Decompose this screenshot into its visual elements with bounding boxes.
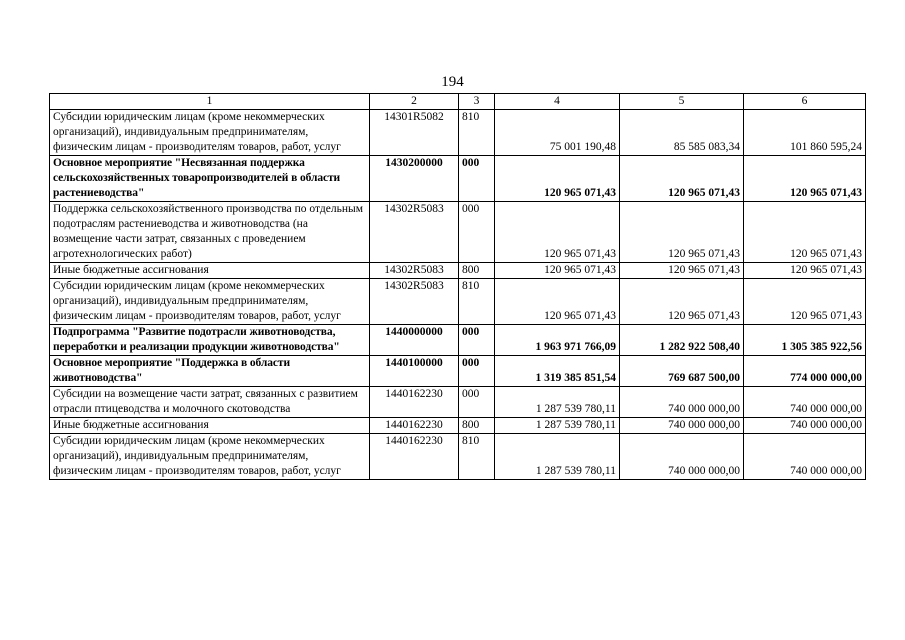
row-amount-col6: 1 305 385 922,56 <box>744 325 866 356</box>
row-code: 14301R5082 <box>370 110 459 156</box>
row-code: 14302R5083 <box>370 263 459 279</box>
row-expense-type: 000 <box>459 356 495 387</box>
row-expense-type: 000 <box>459 325 495 356</box>
row-amount-col5: 120 965 071,43 <box>620 156 744 202</box>
row-name: Иные бюджетные ассигнования <box>50 263 370 279</box>
table-row <box>50 325 866 356</box>
row-expense-type: 810 <box>459 434 495 480</box>
row-amount-col5: 769 687 500,00 <box>620 356 744 387</box>
row-amount-col5: 120 965 071,43 <box>620 263 744 279</box>
row-expense-type: 810 <box>459 110 495 156</box>
row-code: 14302R5083 <box>370 279 459 325</box>
row-amount-col4: 1 963 971 766,09 <box>495 325 620 356</box>
row-amount-col4: 120 965 071,43 <box>495 279 620 325</box>
row-expense-type: 000 <box>459 202 495 263</box>
column-header-2: 2 <box>370 94 459 110</box>
row-amount-col5: 740 000 000,00 <box>620 418 744 434</box>
row-code: 1440162230 <box>370 418 459 434</box>
row-name: Субсидии юридическим лицам (кроме некоммерческих организаций), индивидуальным предпринимателям, физическим лицам - производителям товаров, работ, услуг <box>50 434 370 480</box>
row-expense-type: 000 <box>459 156 495 202</box>
row-code: 14302R5083 <box>370 202 459 263</box>
table-row <box>50 263 866 279</box>
row-code: 1440100000 <box>370 356 459 387</box>
row-name: Подпрограмма "Развитие подотрасли животноводства, переработки и реализации продукции животноводства" <box>50 325 370 356</box>
table-row <box>50 156 866 202</box>
row-amount-col6: 740 000 000,00 <box>744 434 866 480</box>
row-amount-col5: 740 000 000,00 <box>620 387 744 418</box>
row-expense-type: 000 <box>459 387 495 418</box>
row-name: Иные бюджетные ассигнования <box>50 418 370 434</box>
row-amount-col4: 1 319 385 851,54 <box>495 356 620 387</box>
column-header-1: 1 <box>50 94 370 110</box>
table-row <box>50 202 866 263</box>
row-amount-col6: 740 000 000,00 <box>744 387 866 418</box>
row-amount-col5: 1 282 922 508,40 <box>620 325 744 356</box>
row-amount-col5: 740 000 000,00 <box>620 434 744 480</box>
row-name: Основное мероприятие "Несвязанная поддержка сельскохозяйственных товаропроизводителей в области растениеводства" <box>50 156 370 202</box>
row-amount-col6: 101 860 595,24 <box>744 110 866 156</box>
row-code: 1440162230 <box>370 434 459 480</box>
row-amount-col6: 774 000 000,00 <box>744 356 866 387</box>
row-code: 1440000000 <box>370 325 459 356</box>
row-name: Субсидии на возмещение части затрат, связанных с развитием отрасли птицеводства и молочного скотоводства <box>50 387 370 418</box>
row-amount-col4: 1 287 539 780,11 <box>495 387 620 418</box>
row-amount-col4: 120 965 071,43 <box>495 202 620 263</box>
column-header-4: 4 <box>495 94 620 110</box>
row-amount-col4: 1 287 539 780,11 <box>495 418 620 434</box>
row-amount-col6: 120 965 071,43 <box>744 156 866 202</box>
row-amount-col5: 120 965 071,43 <box>620 202 744 263</box>
row-name: Основное мероприятие "Поддержка в области животноводства" <box>50 356 370 387</box>
table-row <box>50 387 866 418</box>
table-row <box>50 279 866 325</box>
table-row <box>50 110 866 156</box>
row-name: Поддержка сельскохозяйственного производства по отдельным подотраслям растениеводства и животноводства (на возмещение части затрат, связанных с проведением агротехнологических работ) <box>50 202 370 263</box>
page-number: 194 <box>441 74 464 90</box>
row-amount-col5: 120 965 071,43 <box>620 279 744 325</box>
row-name: Субсидии юридическим лицам (кроме некоммерческих организаций), индивидуальным предпринимателям, физическим лицам - производителям товаров, работ, услуг <box>50 110 370 156</box>
row-amount-col5: 85 585 083,34 <box>620 110 744 156</box>
row-amount-col6: 120 965 071,43 <box>744 279 866 325</box>
row-amount-col4: 120 965 071,43 <box>495 263 620 279</box>
budget-table <box>49 93 866 480</box>
row-expense-type: 800 <box>459 418 495 434</box>
row-expense-type: 800 <box>459 263 495 279</box>
row-amount-col4: 75 001 190,48 <box>495 110 620 156</box>
row-amount-col4: 120 965 071,43 <box>495 156 620 202</box>
table-row <box>50 356 866 387</box>
table-row <box>50 418 866 434</box>
row-name: Субсидии юридическим лицам (кроме некоммерческих организаций), индивидуальным предпринимателям, физическим лицам - производителям товаров, работ, услуг <box>50 279 370 325</box>
row-amount-col6: 120 965 071,43 <box>744 202 866 263</box>
row-amount-col6: 740 000 000,00 <box>744 418 866 434</box>
table-row <box>50 434 866 480</box>
row-amount-col4: 1 287 539 780,11 <box>495 434 620 480</box>
column-header-3: 3 <box>459 94 495 110</box>
row-code: 1440162230 <box>370 387 459 418</box>
column-header-6: 6 <box>744 94 866 110</box>
column-header-5: 5 <box>620 94 744 110</box>
row-code: 1430200000 <box>370 156 459 202</box>
row-expense-type: 810 <box>459 279 495 325</box>
table-header-row <box>50 94 866 110</box>
row-amount-col6: 120 965 071,43 <box>744 263 866 279</box>
